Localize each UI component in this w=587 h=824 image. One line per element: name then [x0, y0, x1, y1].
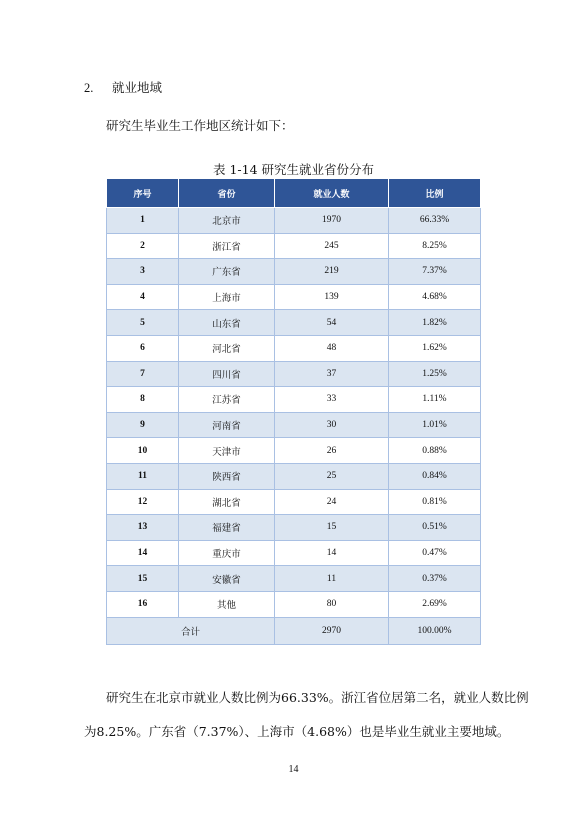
- intro-text: 研究生毕业生工作地区统计如下：: [106, 118, 294, 133]
- cell-ratio: 1.25%: [389, 361, 481, 387]
- cell-ratio: 4.68%: [389, 284, 481, 310]
- cell-count: 37: [275, 361, 389, 387]
- page-number: 14: [288, 764, 299, 775]
- table-row: [107, 438, 481, 464]
- cell-index: 15: [107, 566, 179, 592]
- table-row: [107, 310, 481, 336]
- table-row: [107, 591, 481, 617]
- cell-index: 7: [107, 361, 179, 387]
- column-header-province: 省份: [179, 179, 275, 208]
- table-row: [107, 463, 481, 489]
- table-caption: 表 1-14 研究生就业省份分布: [212, 162, 375, 177]
- column-header-ratio: 比例: [389, 179, 481, 208]
- cell-province: 河南省: [179, 412, 275, 438]
- cell-province: 江苏省: [179, 387, 275, 413]
- cell-count: 14: [275, 540, 389, 566]
- cell-count: 24: [275, 489, 389, 515]
- cell-count: 25: [275, 463, 389, 489]
- section-number: 2.: [84, 81, 94, 95]
- cell-ratio: 1.11%: [389, 387, 481, 413]
- total-count: 2970: [275, 617, 389, 644]
- table-row: [107, 259, 481, 285]
- employment-province-table: [106, 178, 481, 645]
- cell-province: 湖北省: [179, 489, 275, 515]
- cell-index: 16: [107, 591, 179, 617]
- cell-index: 1: [107, 208, 179, 234]
- cell-province: 河北省: [179, 335, 275, 361]
- cell-index: 10: [107, 438, 179, 464]
- cell-province: 上海市: [179, 284, 275, 310]
- cell-ratio: 0.84%: [389, 463, 481, 489]
- cell-province: 天津市: [179, 438, 275, 464]
- cell-count: 15: [275, 515, 389, 541]
- cell-ratio: 8.25%: [389, 233, 481, 259]
- table-total-row: [107, 617, 481, 644]
- total-label: 合计: [107, 617, 275, 644]
- cell-count: 80: [275, 591, 389, 617]
- cell-ratio: 0.88%: [389, 438, 481, 464]
- cell-count: 1970: [275, 208, 389, 234]
- cell-province: 广东省: [179, 259, 275, 285]
- table-row: [107, 284, 481, 310]
- cell-ratio: 2.69%: [389, 591, 481, 617]
- cell-ratio: 1.62%: [389, 335, 481, 361]
- cell-count: 139: [275, 284, 389, 310]
- cell-province: 福建省: [179, 515, 275, 541]
- table-row: [107, 233, 481, 259]
- table-row: [107, 540, 481, 566]
- table-header-row: [107, 179, 481, 208]
- total-ratio: 100.00%: [389, 617, 481, 644]
- table-row: [107, 361, 481, 387]
- cell-ratio: 66.33%: [389, 208, 481, 234]
- cell-index: 14: [107, 540, 179, 566]
- cell-index: 13: [107, 515, 179, 541]
- cell-index: 11: [107, 463, 179, 489]
- cell-ratio: 0.47%: [389, 540, 481, 566]
- cell-ratio: 0.37%: [389, 566, 481, 592]
- cell-count: 245: [275, 233, 389, 259]
- table-row: [107, 489, 481, 515]
- cell-ratio: 7.37%: [389, 259, 481, 285]
- cell-province: 其他: [179, 591, 275, 617]
- cell-index: 8: [107, 387, 179, 413]
- table-row: [107, 387, 481, 413]
- cell-count: 30: [275, 412, 389, 438]
- cell-ratio: 0.81%: [389, 489, 481, 515]
- cell-count: 54: [275, 310, 389, 336]
- table-row: [107, 412, 481, 438]
- table-row: [107, 335, 481, 361]
- cell-province: 陕西省: [179, 463, 275, 489]
- table-row: [107, 566, 481, 592]
- cell-ratio: 0.51%: [389, 515, 481, 541]
- cell-ratio: 1.82%: [389, 310, 481, 336]
- cell-index: 4: [107, 284, 179, 310]
- summary-paragraph-line-2: 为8.25%。广东省（7.37%）、上海市（4.68%）也是毕业生就业主要地域。: [84, 724, 510, 739]
- cell-index: 12: [107, 489, 179, 515]
- cell-index: 9: [107, 412, 179, 438]
- cell-count: 219: [275, 259, 389, 285]
- table-row: [107, 208, 481, 234]
- cell-province: 重庆市: [179, 540, 275, 566]
- cell-count: 26: [275, 438, 389, 464]
- table-row: [107, 515, 481, 541]
- cell-index: 5: [107, 310, 179, 336]
- column-header-count: 就业人数: [275, 179, 389, 208]
- cell-index: 3: [107, 259, 179, 285]
- column-header-index: 序号: [107, 179, 179, 208]
- cell-count: 48: [275, 335, 389, 361]
- cell-index: 2: [107, 233, 179, 259]
- section-title: 就业地域: [112, 80, 163, 95]
- cell-province: 安徽省: [179, 566, 275, 592]
- cell-index: 6: [107, 335, 179, 361]
- cell-province: 四川省: [179, 361, 275, 387]
- cell-count: 11: [275, 566, 389, 592]
- cell-province: 山东省: [179, 310, 275, 336]
- cell-ratio: 1.01%: [389, 412, 481, 438]
- cell-province: 北京市: [179, 208, 275, 234]
- cell-count: 33: [275, 387, 389, 413]
- cell-province: 浙江省: [179, 233, 275, 259]
- summary-paragraph-line-1: 研究生在北京市就业人数比例为66.33%。浙江省位居第二名，就业人数比例: [106, 690, 529, 705]
- section-heading: [84, 78, 162, 96]
